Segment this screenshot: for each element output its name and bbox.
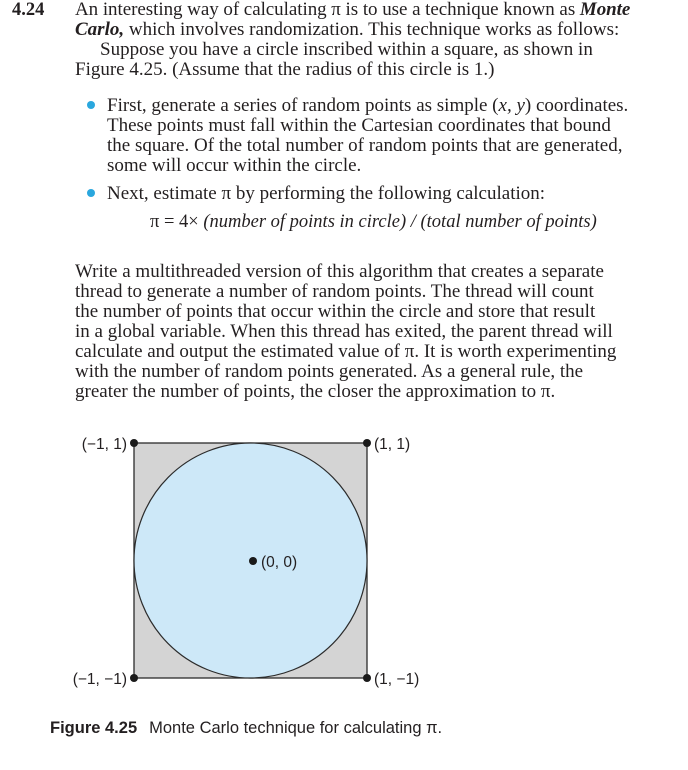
- monte-term: Monte: [579, 0, 631, 20]
- formula-lhs: π = 4×: [150, 212, 204, 232]
- setup-line-2: Figure 4.25. (Assume that the radius of this circle is 1.): [75, 59, 495, 80]
- setup-line-1: Suppose you have a circle inscribed within a square, as shown in: [100, 39, 593, 60]
- figure-caption: [50, 719, 442, 738]
- intro-text-a: An interesting way of calculating π is to use a technique known as: [75, 0, 580, 20]
- corner-dot-bottom-right: [363, 674, 371, 682]
- intro-text-b: which involves randomization. This technique works as follows:: [124, 19, 620, 40]
- corner-dot-top-right: [363, 439, 371, 447]
- task-line-3: the number of points that occur within the circle and store that result: [75, 301, 596, 322]
- label-top-right: (1, 1): [374, 436, 411, 453]
- task-line-7: greater the number of points, the closer the approximation to π.: [75, 381, 556, 402]
- exercise-number: 4.24: [12, 0, 45, 20]
- caption-label: Figure 4.25: [50, 719, 138, 737]
- bullet1-text-a: First, generate a series of random points as simple (: [107, 95, 499, 116]
- formula-rhs: (number of points in circle) / (total number of points): [203, 212, 597, 232]
- corner-dot-bottom-left: [130, 674, 138, 682]
- carlo-term: Carlo,: [75, 19, 125, 40]
- label-center: (0, 0): [261, 554, 298, 571]
- label-top-left: (−1, 1): [81, 436, 127, 453]
- bullet1-line-4: some will occur within the circle.: [107, 155, 362, 176]
- task-line-2: thread to generate a number of random points. The thread will count: [75, 281, 594, 302]
- task-line-1: Write a multithreaded version of this algorithm that creates a separate: [75, 261, 604, 282]
- bullet1-line-2: These points must fall within the Cartesian coordinates that bound: [107, 115, 611, 136]
- bullet2-line: Next, estimate π by performing the following calculation:: [107, 183, 546, 204]
- label-bottom-right: (1, −1): [374, 671, 420, 688]
- task-line-5: calculate and output the estimated value of π. It is worth experimenting: [75, 341, 617, 362]
- bullet1-text-b: ) coordinates.: [524, 95, 629, 116]
- corner-dot-top-left: [130, 439, 138, 447]
- task-line-6: with the number of random points generated. As a general rule, the: [75, 361, 584, 382]
- caption-text: Monte Carlo technique for calculating π.: [149, 719, 443, 737]
- label-bottom-left: (−1, −1): [72, 671, 127, 688]
- xy-variables: x, y: [498, 95, 525, 116]
- bullet1-line-3: the square. Of the total number of random points that are generated,: [107, 135, 623, 156]
- task-line-4: in a global variable. When this thread has exited, the parent thread will: [75, 321, 613, 342]
- center-dot: [249, 557, 257, 565]
